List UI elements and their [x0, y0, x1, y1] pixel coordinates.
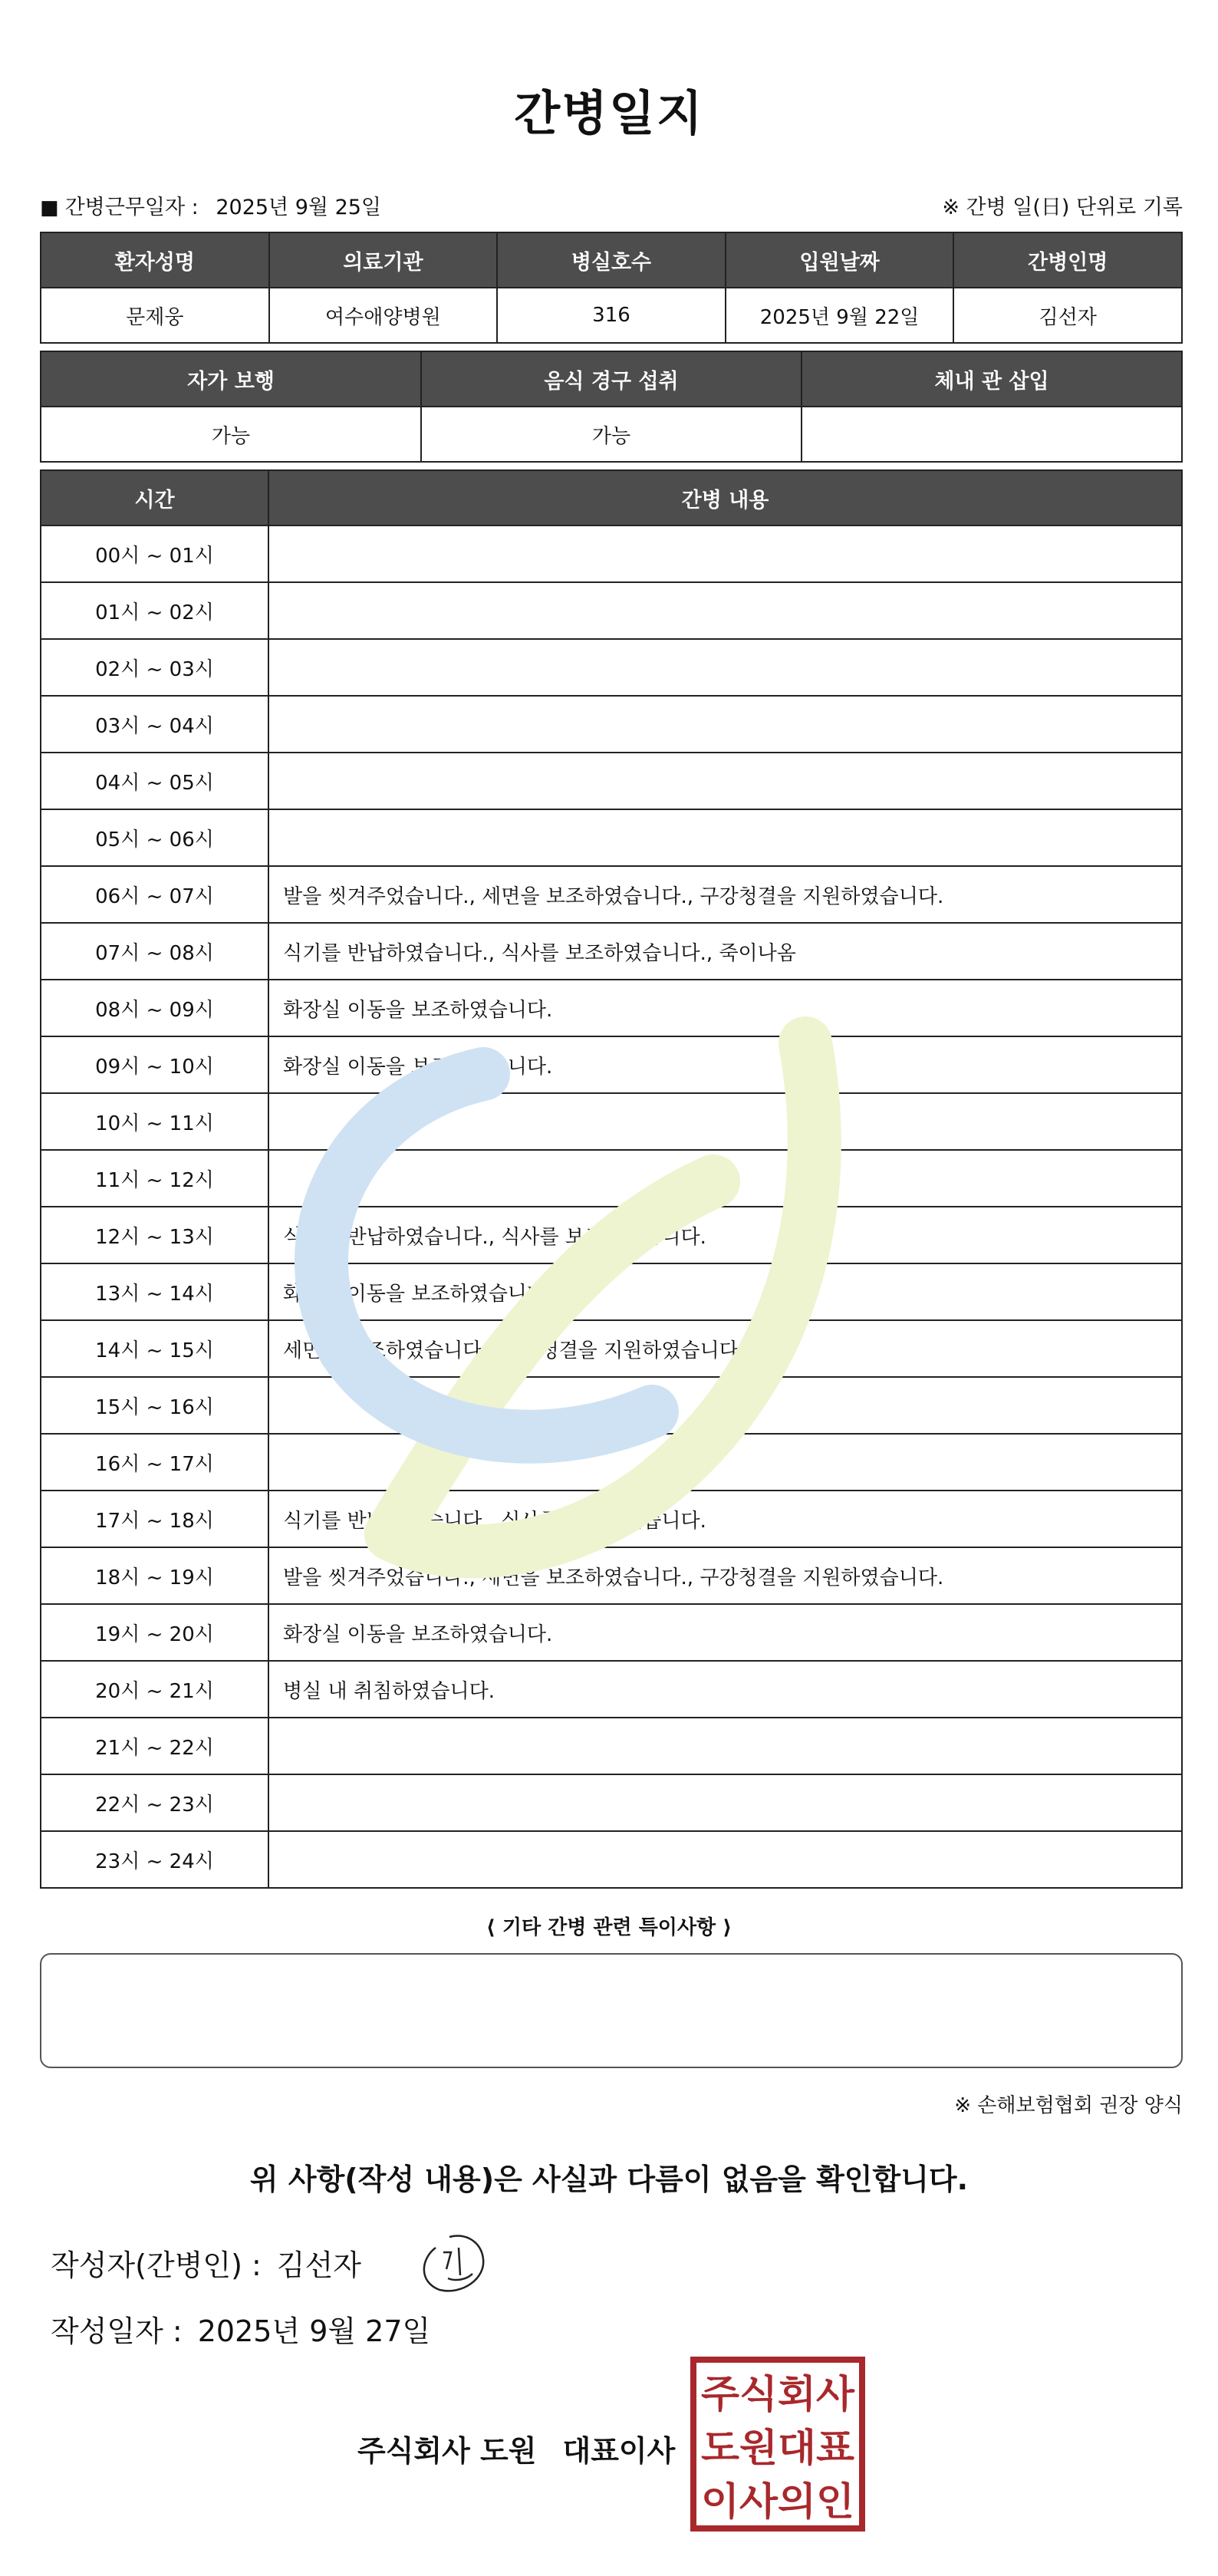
row-time: 05시 ~ 06시 [41, 809, 268, 866]
footnote: ※ 손해보험협회 권장 양식 [954, 2094, 1183, 2117]
care-log-table [40, 469, 1183, 1889]
row-time: 12시 ~ 13시 [41, 1207, 268, 1263]
patient-info-table [40, 232, 1183, 344]
row-time: 03시 ~ 04시 [41, 696, 268, 753]
patient-name: 문제웅 [41, 288, 269, 343]
company-name: 주식회사 도원 [357, 2434, 537, 2468]
confirmation-statement: 위 사항(작성 내용)은 사실과 다름이 없음을 확인합니다. [249, 2163, 969, 2196]
square-bullet-icon: ■ [40, 196, 59, 219]
row-time: 06시 ~ 07시 [41, 866, 268, 923]
notes-title: ⟨ 기타 간병 관련 특이사항 ⟩ [486, 1916, 732, 1939]
row-care-content: 발을 씻겨주었습니다., 세면을 보조하였습니다., 구강청결을 지원하였습니다. [268, 866, 1182, 923]
table-row [41, 1718, 1182, 1774]
header-tube: 체내 관 삽입 [802, 351, 1182, 407]
header-admission-date: 입원날짜 [726, 232, 954, 288]
row-care-content [268, 1718, 1182, 1774]
header-care-content: 간병 내용 [268, 470, 1182, 525]
row-care-content: 화장실 이동을 보조하였습니다. [268, 1263, 1182, 1320]
header-institution: 의료기관 [269, 232, 498, 288]
row-time: 13시 ~ 14시 [41, 1263, 268, 1320]
caregiver-name: 김선자 [953, 288, 1182, 343]
table-row [41, 525, 1182, 582]
writer-label: 작성자(간병인) : [51, 2248, 262, 2282]
row-care-content [268, 1774, 1182, 1831]
table-row [41, 639, 1182, 696]
row-care-content [268, 753, 1182, 809]
institution: 여수애양병원 [269, 288, 498, 343]
row-time: 18시 ~ 19시 [41, 1547, 268, 1604]
row-care-content [268, 1831, 1182, 1888]
row-care-content: 발을 씻겨주었습니다., 세면을 보조하였습니다., 구강청결을 지원하였습니다. [268, 1547, 1182, 1604]
write-date-line [51, 2308, 430, 2350]
row-care-content: 병실 내 취침하였습니다. [268, 1661, 1182, 1718]
row-time: 21시 ~ 22시 [41, 1718, 268, 1774]
row-care-content: 식기를 반납하였습니다., 식사를 보조하였습니다. [268, 1491, 1182, 1547]
table-row [41, 1547, 1182, 1604]
row-care-content: 식기를 반납하였습니다., 식사를 보조하였습니다. [268, 1207, 1182, 1263]
row-time: 07시 ~ 08시 [41, 923, 268, 980]
row-time: 17시 ~ 18시 [41, 1491, 268, 1547]
row-care-content [268, 1093, 1182, 1150]
tube-value [802, 407, 1182, 462]
table-row [41, 753, 1182, 809]
row-time: 04시 ~ 05시 [41, 753, 268, 809]
row-time: 14시 ~ 15시 [41, 1320, 268, 1377]
row-care-content [268, 639, 1182, 696]
row-care-content: 식기를 반납하였습니다., 식사를 보조하였습니다., 죽이나옴 [268, 923, 1182, 980]
row-care-content: 화장실 이동을 보조하였습니다. [268, 980, 1182, 1036]
walking-value: 가능 [41, 407, 421, 462]
row-time: 22시 ~ 23시 [41, 1774, 268, 1831]
table-row [41, 866, 1182, 923]
table-row [41, 1263, 1182, 1320]
row-time: 09시 ~ 10시 [41, 1036, 268, 1093]
table-row [41, 1207, 1182, 1263]
header-caregiver: 간병인명 [953, 232, 1182, 288]
row-care-content [268, 1377, 1182, 1434]
patient-status-table [40, 351, 1183, 463]
row-time: 19시 ~ 20시 [41, 1604, 268, 1661]
row-time: 10시 ~ 11시 [41, 1093, 268, 1150]
seal-text-line: 이사의인 [701, 2479, 854, 2524]
row-time: 11시 ~ 12시 [41, 1150, 268, 1207]
row-time: 02시 ~ 03시 [41, 639, 268, 696]
work-date [40, 190, 381, 220]
row-care-content [268, 582, 1182, 639]
table-row [41, 582, 1182, 639]
table-row [41, 1036, 1182, 1093]
writer-line [51, 2242, 361, 2284]
oral-intake-value: 가능 [421, 407, 802, 462]
table-row [41, 1831, 1182, 1888]
table-row [41, 1093, 1182, 1150]
work-date-value: 2025년 9월 25일 [216, 196, 382, 219]
seal-text-line: 도원대표 [701, 2426, 855, 2470]
row-care-content [268, 1434, 1182, 1491]
record-note: ※ 간병 일(日) 단위로 기록 [942, 196, 1183, 219]
table-row [41, 1377, 1182, 1434]
writer-name: 김선자 [276, 2248, 361, 2282]
row-care-content [268, 1150, 1182, 1207]
company-line [357, 2427, 675, 2469]
table-row [41, 1661, 1182, 1718]
company-seal [690, 2357, 865, 2532]
write-date-label: 작성일자 : [51, 2314, 183, 2348]
admission-date: 2025년 9월 22일 [726, 288, 954, 343]
row-care-content: 화장실 이동을 보조하였습니다. [268, 1036, 1182, 1093]
write-date-value: 2025년 9월 27일 [197, 2314, 431, 2348]
header-room: 병실호수 [497, 232, 726, 288]
table-row [41, 809, 1182, 866]
row-time: 01시 ~ 02시 [41, 582, 268, 639]
header-patient-name: 환자성명 [41, 232, 269, 288]
seal-text-line: 주식회사 [701, 2372, 855, 2416]
row-care-content [268, 525, 1182, 582]
table-row [41, 980, 1182, 1036]
handwritten-signature [413, 2225, 497, 2298]
row-care-content: 화장실 이동을 보조하였습니다. [268, 1604, 1182, 1661]
work-date-label: 간병근무일자 : [64, 196, 199, 219]
header-time: 시간 [41, 470, 268, 525]
table-row [41, 923, 1182, 980]
ceo-label: 대표이사 [562, 2434, 676, 2468]
row-time: 20시 ~ 21시 [41, 1661, 268, 1718]
header-oral-intake: 음식 경구 섭취 [421, 351, 802, 407]
table-row [41, 1434, 1182, 1491]
table-row [41, 1774, 1182, 1831]
row-care-content [268, 809, 1182, 866]
row-time: 00시 ~ 01시 [41, 525, 268, 582]
row-time: 08시 ~ 09시 [41, 980, 268, 1036]
row-time: 23시 ~ 24시 [41, 1831, 268, 1888]
table-row [41, 696, 1182, 753]
row-care-content [268, 696, 1182, 753]
table-row [41, 1491, 1182, 1547]
table-row [41, 1150, 1182, 1207]
table-row [41, 1320, 1182, 1377]
page-title: 간병일지 [514, 85, 704, 141]
row-time: 15시 ~ 16시 [41, 1377, 268, 1434]
table-row [41, 1604, 1182, 1661]
care-log-rows [41, 525, 1182, 1888]
row-care-content: 세면을 보조하였습니다., 구강청결을 지원하였습니다. [268, 1320, 1182, 1377]
row-time: 16시 ~ 17시 [41, 1434, 268, 1491]
room-number: 316 [497, 288, 726, 343]
notes-box [40, 1953, 1183, 2068]
header-walking: 자가 보행 [41, 351, 421, 407]
